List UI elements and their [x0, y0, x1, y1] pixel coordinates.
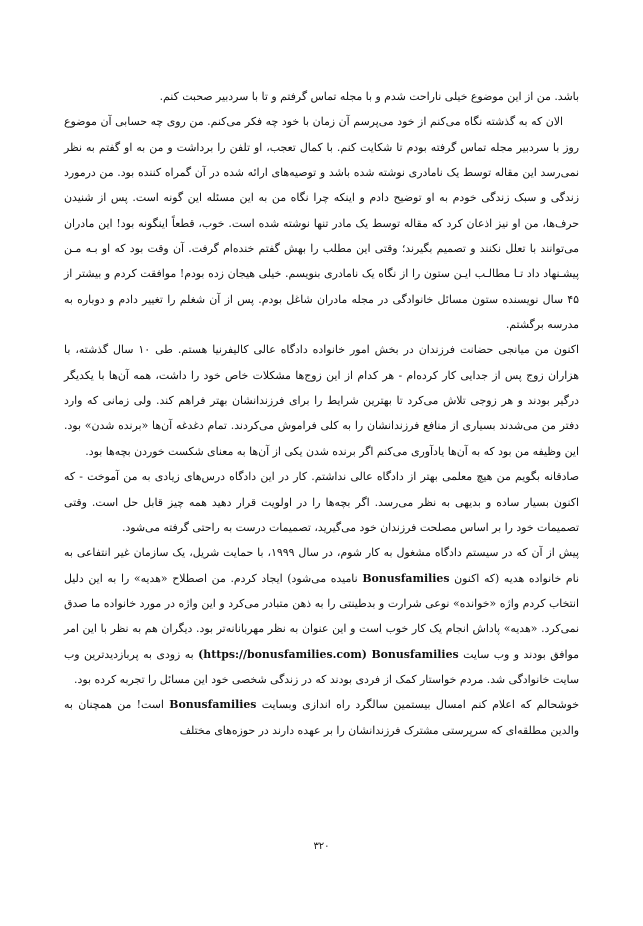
paragraph-5-text-a: پیش از آن که در سیستم دادگاه مشغول به کار شوم، در سال ۱۹۹۹، با حمایت شریل، یک سازمان غیر انتفاعی به نام خانواده هدیه (که اکنون — [64, 546, 579, 585]
paragraph-2 — [64, 109, 579, 337]
paragraph-2-text: الان که به گذشته نگاه می‌کنم از خود می‌پرسم آن زمان با خود چه فکر می‌کنم. من روی چه حسابی آن موضوع روز با سردبیر مجله تماس گرفته بودم تا شکایت کنم. با کمال تعجب، او تلفن را برداشت و من به او گفتم به نظر نمی‌رسد این مقاله توسط یک نامادری نوشته شده باشد و توصیه‌های ارائه شده در آن گمراه کننده بود. من درمورد زندگی و سبک زندگی خودم به او توضیح دادم و اینکه چرا نگاه من به این مسئله این گونه است. پس از شنیدن حرف‌ها، من او نیز اذعان کرد که مقاله توسط یک مادر تنها نوشته شده است. خوب، قطعاً اینگونه بود! این مادران می‌توانند با تعلل نکنند و تصمیم بگیرند؛ وقتی این مطلب را بهش گفتم خنده‌ام گرفت. آن وقت بود که او بـه مـن پیشـنهاد داد تـا مطالـب ایـن ستون را از نگاه یک نامادری بنویسم. خیلی هیجان زده بودم! موافقت کردم و بیشتر از ۴۵ سال نویسنده ستون مسائل خانوادگی در مجله مادران شاغل بودم. پس از آن شغلم را تغییر دادم و دوباره به مدرسه برگشتم. — [64, 115, 579, 332]
paragraph-5-text-c: به زودی به پربازدیدترین وب سایت خانوادگی شد. مردم خواستار کمک از فردی بودند که در زندگی شخصی خود این مسائل را تجربه کرده بود. — [64, 647, 579, 686]
paragraph-1 — [64, 84, 579, 109]
paragraph-3 — [64, 337, 579, 464]
paragraph-6 — [64, 692, 579, 743]
paragraph-4-text: صادقانه بگویم من هیچ معلمی بهتر از دادگاه عالی نداشتم. کار در این دادگاه درس‌های زیادی به من آموخت - که اکنون بسیار ساده و بدیهی به نظر می‌رسد. اگر بچه‌ها را در اولویت قرار دهید همه چیز قابل حل است. وقتی تصمیمات خود را بر اساس مصلحت فرزندان خود می‌گیرید، تصمیمات درست به راحتی گرفته می‌شود. — [64, 470, 579, 534]
paragraph-1-text: باشد. من از این موضوع خیلی ناراحت شدم و با مجله تماس گرفتم و تا با سردبیر صحبت کنم. — [159, 90, 579, 103]
paragraph-4 — [64, 464, 579, 540]
paragraph-6-text-a: خوشحالم که اعلام کنم امسال بیستمین سالگرد راه اندازی وبسایت — [256, 698, 579, 712]
website-url: (https://bonusfamilies.com) — [198, 647, 367, 661]
page-number: ۳۲۰ — [313, 841, 330, 852]
paragraph-5-text-b: نامیده می‌شود) ایجاد کردم. من اصطلاح «هدیه» را به این دلیل انتخاب کردم واژه «خوانده» نوعی شرارت و بدطینتی را به ذهن متبادر می‌کرد و این واژه در مورد خانواده ما صدق نمی‌کرد. «هدیه» پاداش انجام یک کار خوب است و این عنوان به نظر مهربانانه‌تر بود. دیگران هم به نظر با این امر موافق بودند و وب سایت — [64, 571, 580, 661]
document-body — [64, 84, 579, 743]
brand-name-bonusfamilies: Bonusfamilies — [169, 698, 257, 712]
paragraph-6-text-b: است! من همچنان به والدین مطلقه‌ای که سرپرستی مشترک فرزندانشان را بر عهده دارند در حوزه‌های مختلف — [64, 698, 579, 737]
brand-name-bonusfamilies: Bonusfamilies — [371, 647, 459, 661]
brand-name-bonusfamilies: Bonusfamilies — [362, 571, 450, 585]
paragraph-5 — [64, 540, 579, 692]
paragraph-3-text: اکنون من میانجی حضانت فرزندان در بخش امور خانواده دادگاه عالی کالیفرنیا هستم. طی ۱۰ سال گذشته، با هزاران زوج پس از جدایی کار کرده‌ام - هر کدام از این زوج‌ها مشکلات خاص خود را داشت، همه آن‌ها با یکدیگر درگیر بودند و هر زوجی تلاش می‌کرد تا بهترین شرایط را برای فرزندانشان بهتر فراهم کند. ولی زمانی که وارد دفتر من می‌شدند بسیاری از منافع فرزندانشان را به کلی فراموش می‌کردند. تمام دغدغه آن‌ها «برنده شدن» بود. این وظیفه من بود که به آن‌ها یادآوری می‌کنم اگر برنده شدن یکی از آن‌ها به معنای شکست خوردن بچه‌ها بود. — [64, 343, 580, 458]
